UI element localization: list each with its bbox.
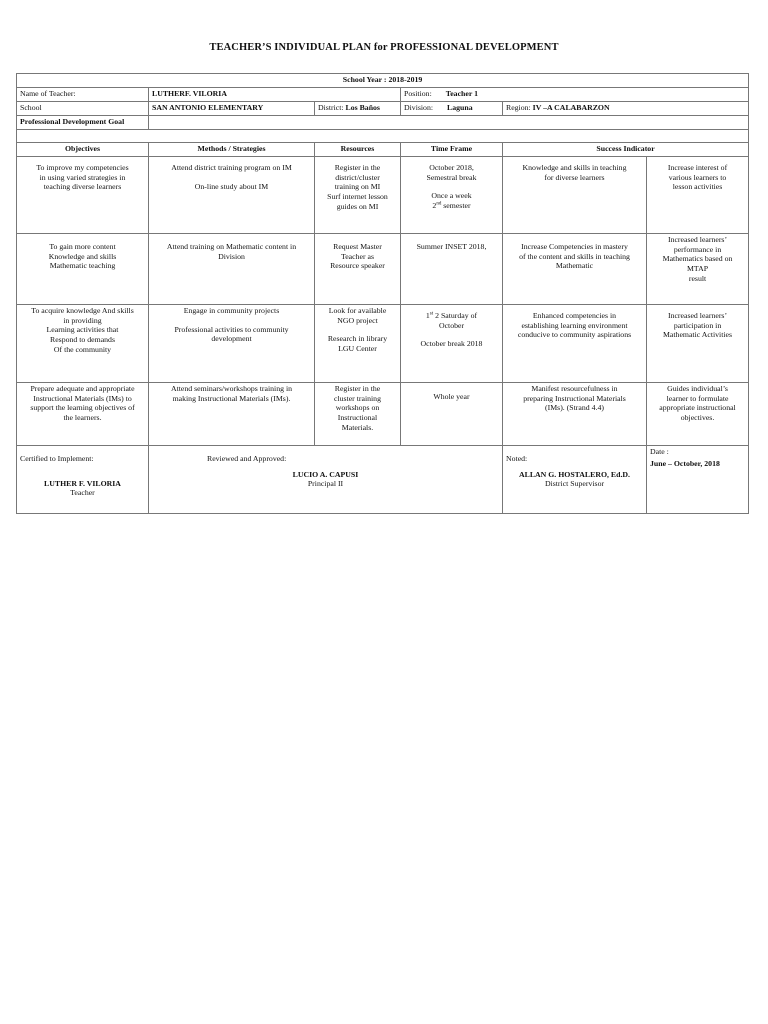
school-label: School [17,102,149,116]
header-resources: Resources [315,143,401,157]
date-cell [647,446,749,514]
table-row [17,383,749,446]
division-label: Division: [404,103,434,112]
supervisor-role: District Supervisor [544,479,605,489]
position-label: Position: [404,89,432,98]
date-value: June – October, 2018 [650,458,720,468]
school-year-row [17,74,749,88]
teacher-signatory-role: Teacher [70,488,95,498]
table-row [17,157,749,234]
principal-role: Principal II [307,479,344,489]
resources-cell: Request Master Teacher as Resource speaker [315,234,401,305]
goal-label: Professional Development Goal [17,116,149,130]
header-methods: Methods / Strategies [149,143,315,157]
methods-cell: Engage in community projects Professional activities to community development [149,305,315,383]
division-cell [401,102,503,116]
region-label: Region: [506,103,531,112]
time-frame-cell: Whole year [401,383,503,446]
objectives-cell: To gain more content Knowledge and skills Mathematic teaching [17,234,149,305]
methods-cell: Attend district training program on IM On-line study about IM [149,157,315,234]
time-frame-cell: 1st 2 Saturday of October October break 2018 [401,305,503,383]
development-plan-table [16,73,749,514]
resources-cell: Register in the district/cluster training on MI Surf internet lesson guides on MI [315,157,401,234]
signature-row [17,446,749,514]
teacher-signatory-name: LUTHER F. VILORIA [44,478,121,488]
indicator-cell: Increased learners’ performance in Mathematics based on MTAP result [647,234,749,305]
document-title: TEACHER’S INDIVIDUAL PLAN for PROFESSIONAL DEVELOPMENT [209,42,559,53]
table-row [17,305,749,383]
name-label: Name of Teacher: [17,88,149,102]
objectives-cell: Prepare adequate and appropriate Instructional Materials (IMs) to support the learning objectives of the learners. [17,383,149,446]
district-value: Los Baños [345,103,380,112]
noted-label: Noted: [506,454,528,463]
goal-value [149,116,749,130]
teacher-row [17,88,749,102]
success-cell: Manifest resourcefulness in preparing Instructional Materials (IMs). (Strand 4.4) [503,383,647,446]
resources-cell: Register in the cluster training workshops on Instructional Materials. [315,383,401,446]
success-cell: Increase Competencies in mastery of the content and skills in teaching Mathematic [503,234,647,305]
resources-cell: Look for available NGO project Research in library LGU Center [315,305,401,383]
goal-row [17,116,749,130]
region-cell [503,102,749,116]
date-label: Date : [650,447,669,456]
time-frame-cell: Summer INSET 2018, [401,234,503,305]
principal-name: LUCIO A. CAPUSI [292,469,359,479]
certified-label: Certified to Implement: [20,454,94,463]
indicator-cell: Increased learners’ participation in Mathematic Activities [647,305,749,383]
reviewed-cell [149,446,503,514]
methods-cell: Attend seminars/workshops training in making Instructional Materials (IMs). [149,383,315,446]
header-objectives: Objectives [17,143,149,157]
region-value: IV –A CALABARZON [532,103,610,112]
header-row [17,143,749,157]
district-cell [315,102,401,116]
certified-cell [17,446,149,514]
time-frame-cell: October 2018, Semestral break Once a week 2nd semester [401,157,503,234]
school-year: School Year : 2018-2019 [17,74,749,88]
school-name: SAN ANTONIO ELEMENTARY [149,102,315,116]
district-label: District: [318,103,344,112]
indicator-cell: Guides individual’s learner to formulate appropriate instructional objectives. [647,383,749,446]
supervisor-name: ALLAN G. HOSTALERO, Ed.D. [519,469,630,479]
objectives-cell: To improve my competencies in using varied strategies in teaching diverse learners [17,157,149,234]
position-cell [401,88,749,102]
table-row [17,234,749,305]
success-cell: Knowledge and skills in teaching for diverse learners [503,157,647,234]
school-row [17,102,749,116]
indicator-cell: Increase interest of various learners to lesson activities [647,157,749,234]
header-success-indicator: Success Indicator [503,143,749,157]
methods-cell: Attend training on Mathematic content in Division [149,234,315,305]
objectives-cell: To acquire knowledge And skills in providing Learning activities that Respond to demands Of the community [17,305,149,383]
spacer-row [17,130,749,143]
position-value: Teacher 1 [445,89,479,98]
division-value: Laguna [447,103,473,112]
header-time-frame: Time Frame [401,143,503,157]
reviewed-label: Reviewed and Approved: [207,454,287,463]
teacher-name: LUTHERF. VILORIA [149,88,401,102]
success-cell: Enhanced competencies in establishing learning environment conducive to community aspirations [503,305,647,383]
noted-cell [503,446,647,514]
